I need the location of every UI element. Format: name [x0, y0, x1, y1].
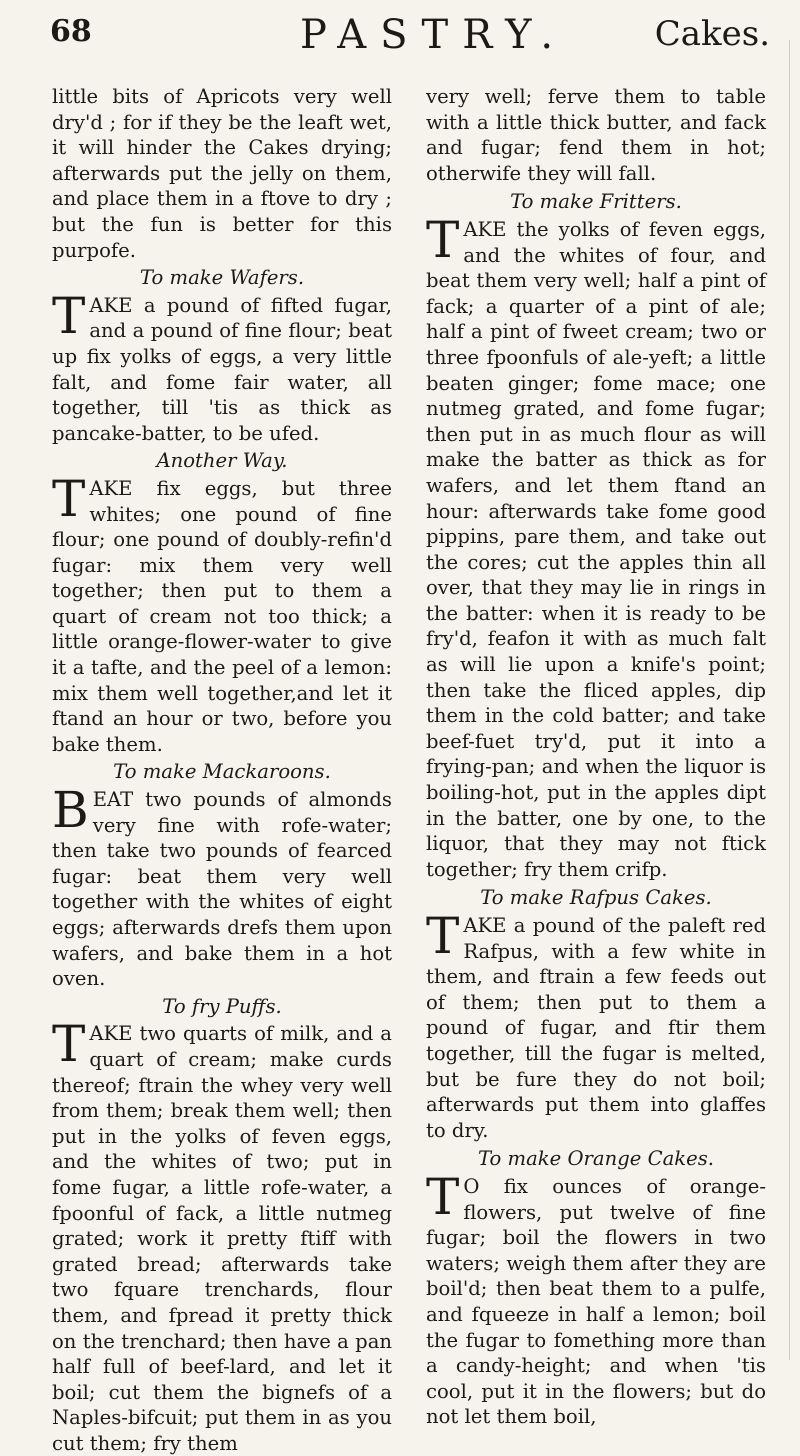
running-title: PASTRY. [300, 12, 568, 58]
recipe-text-mackaroons: BEAT two pounds of almonds very fine with rofe-water; then take two pounds of fearced fugar: beat them very well together with the whites of eight eggs; afterwards drefs them upon wafers, and bake them in a hot oven. [52, 781, 392, 991]
page-edge-divider [789, 40, 790, 1360]
recipe-title-another-way: Another Way. [156, 449, 288, 473]
right-column [426, 84, 766, 1430]
recipe-text-another-way: TAKE fix eggs, but three whites; one pound of fine flour; one pound of doubly-refin'd fugar: mix them very well together; then put to them a quart of cream not too thick; a little orange-flower-water to give it a tafte, and the peel of a lemon: mix them well together,and let it ftand an hour or two, before you bake them. [52, 469, 392, 756]
recipe-title-wafers: To make Wafers. [139, 266, 305, 290]
recipe-text-wafers: TAKE a pound of fifted fugar, and a pound of fine flour; beat up fix yolks of eggs, a very little falt, and fome fair water, all together, till 'tis as thick as pancake-batter, to be ufed. [52, 286, 392, 445]
recipe-text-fritters: TAKE the yolks of feven eggs, and the whites of four, and beat them very well; half a pint of fack; a quarter of a pint of ale; half a pint of fweet cream; two or three fpoonfuls of ale-yeft; a little beaten ginger; fome mace; one nutmeg grated, and fome fugar; then put in as much flour as will make the batter as thick as for wafers, and let them ftand an hour: afterwards take fome good pippins, pare them, and take out the cores; cut the apples thin all over, that they may lie in rings in the batter: when it is ready to be fry'd, feafon it with as much falt as will lie upon a knife's point; then take the fliced apples, dip them in the cold batter; and take beef-fuet try'd, put it into a frying-pan; and when the liquor is boiling-hot, put in the apples dipt in the batter, one by one, to the liquor, that they may not ftick together; fry them crifp. [426, 210, 766, 881]
continuation-text-right: very well; ferve them to table with a little thick butter, and fack and fugar; fend them in hot; otherwife they will fall. [426, 85, 766, 185]
recipe-title-rafpus-cakes: To make Rafpus Cakes. [480, 886, 712, 910]
page-number: 68 [50, 14, 92, 49]
recipe-text-rafpus-cakes: TAKE a pound of the paleft red Rafpus, with a few white in them, and ftrain a few feeds out of them; then put to them a pound of fugar, and ftir them together, till the fugar is melted, but be fure they do not boil; afterwards put them into glaffes to dry. [426, 907, 766, 1142]
recipe-title-fry-puffs: To fry Puffs. [162, 994, 282, 1018]
recipe-text-fry-puffs: TAKE two quarts of milk, and a quart of cream; make curds thereof; ftrain the whey very well from them; break them well; then put in the yolks of feven eggs, and the whites of two; put in fome fugar, a little rofe-water, a fpoonful of fack, a little nutmeg grated; work it pretty ftiff with grated bread; afterwards take two fquare trenchards, flour them, and fpread it pretty thick on the trenchard; then have a pan half full of beef-lard, and let it boil; cut them the bignefs of a Naples-bifcuit; put them in as you cut them; fry them [52, 1015, 392, 1455]
recipe-title-orange-cakes: To make Orange Cakes. [477, 1147, 715, 1171]
recipe-text-orange-cakes: TO fix ounces of orange-flowers, put twelve of fine fugar; boil the flowers in two waters; weigh them after they are boil'd; then beat them to a pulfe, and fqueeze in half a lemon; boil the fugar to fomething more than a candy-height; and when 'tis cool, put it in the flowers; but do not let them boil, [426, 1167, 766, 1429]
recipe-title-mackaroons: To make Mackaroons. [113, 760, 331, 784]
left-column [52, 84, 392, 1456]
recipe-title-fritters: To make Fritters. [510, 190, 682, 214]
page-header [50, 12, 770, 68]
section-title: Cakes. [654, 14, 770, 54]
continuation-text: little bits of Apricots very well dry'd ; for if they be the leaft wet, it will hinder the Cakes drying; afterwards put the jelly on them, and place them in a ftove to dry ; but the fun is better for this purpofe. [52, 85, 392, 262]
